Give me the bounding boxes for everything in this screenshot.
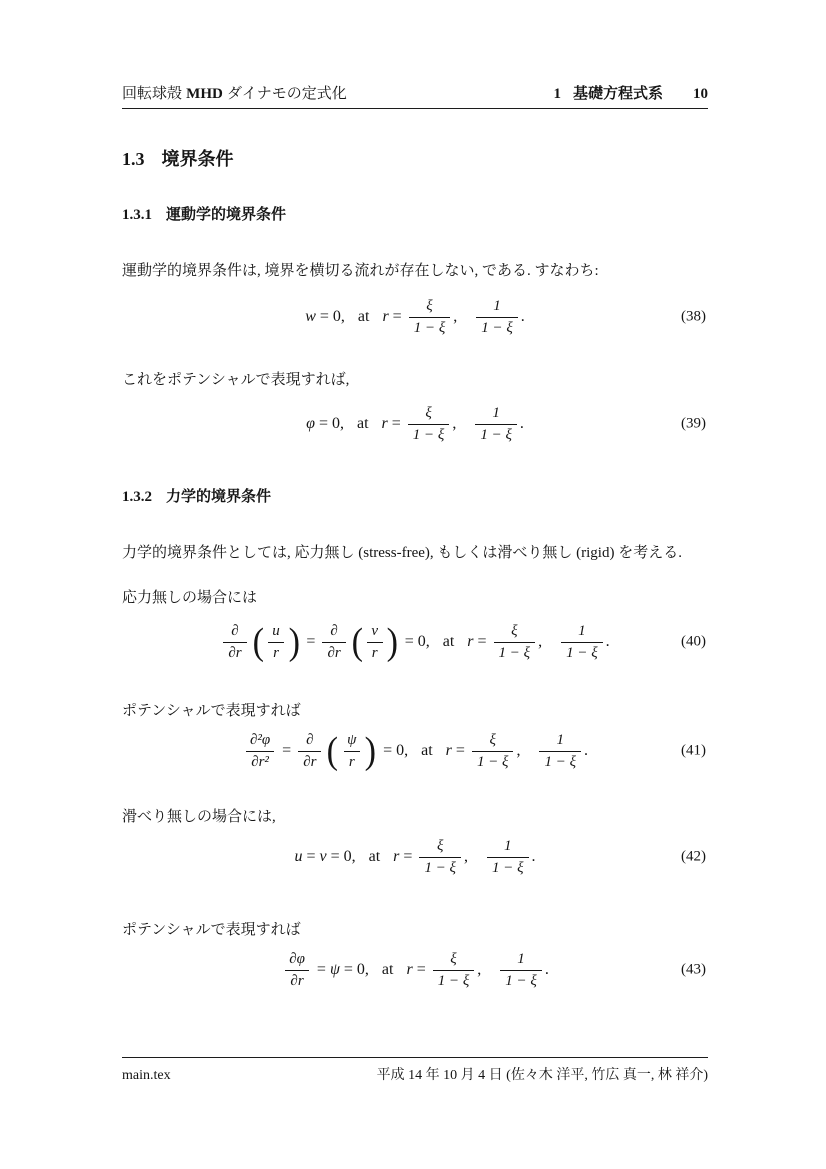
subsection-number: 1.3.2	[122, 489, 152, 505]
paragraph-potential-40: ポテンシャルで表現すれば	[122, 703, 301, 719]
equation-40	[122, 616, 708, 668]
header-title-suffix: ダイナモの定式化	[222, 85, 347, 102]
equation-42-body: u = v = 0, at r = $\frac{\xi}{1 - \xi}$ , $\frac{1}{1 - \xi}$ .	[294, 838, 536, 876]
page-number: 10	[693, 86, 708, 102]
header-title-acronym: MHD	[186, 86, 223, 102]
paragraph-potential-42: ポテンシャルで表現すれば	[122, 922, 301, 938]
paragraph-rigid-case: 滑べり無しの場合には,	[122, 809, 276, 825]
subsection-number: 1.3.1	[122, 207, 152, 223]
section-title: 境界条件	[161, 149, 234, 169]
equation-43-number: (43)	[681, 961, 706, 978]
equation-40-body: $\frac{\partial}{\partial r}$ ( $\frac{u}{r}$ ) = $\frac{\partial}{\partial r}$ ( $\frac{v}{r}$ ) = 0, at r = $\frac{\xi}{1 - \xi}$ , $\frac{1}{1 - \xi}$ .	[220, 623, 609, 661]
footer-date-authors: 平成 14 年 10 月 4 日 (佐々木 洋平, 竹広 真一, 林 祥介)	[376, 1068, 708, 1083]
equation-39-body: φ = 0, at r = $\frac{\xi}{1 - \xi}$ , $\frac{1}{1 - \xi}$ .	[306, 405, 524, 443]
subsection-title: 力学的境界条件	[166, 488, 272, 505]
page-footer	[122, 1057, 708, 1084]
equation-39-number: (39)	[681, 415, 706, 432]
paragraph-dynamic-intro: 力学的境界条件としては, 応力無し (stress-free), もしくは滑べり無し (rigid) を考える.	[122, 545, 682, 561]
header-section-number: 1	[553, 86, 561, 102]
equation-42	[122, 831, 708, 883]
equation-43	[122, 944, 708, 996]
section-number: 1.3	[122, 149, 145, 169]
equation-43-body: $\frac{\partial\varphi}{\partial r}$ = ψ = 0, at r = $\frac{\xi}{1 - \xi}$ , $\frac{1}{1 - \xi}$ .	[281, 951, 549, 989]
header-title	[122, 85, 347, 103]
equation-42-number: (42)	[681, 848, 706, 865]
header-section-title: 基礎方程式系	[572, 85, 663, 102]
running-header	[122, 85, 708, 109]
equation-38-body: w = 0, at r = $\frac{\xi}{1 - \xi}$ , $\frac{1}{1 - \xi}$ .	[305, 298, 525, 336]
subsection-title: 運動学的境界条件	[166, 206, 287, 223]
equation-40-number: (40)	[681, 633, 706, 650]
equation-41-number: (41)	[681, 742, 706, 759]
section-heading-1-3	[122, 147, 708, 171]
equation-41	[122, 725, 708, 777]
equation-38-number: (38)	[681, 308, 706, 325]
paragraph-potential-38: これをポテンシャルで表現すれば,	[122, 372, 350, 388]
subsection-heading-1-3-1	[122, 205, 708, 225]
paragraph-kinematic-intro: 運動学的境界条件は, 境界を横切る流れが存在しない, である. すなわち:	[122, 263, 599, 279]
paragraph-stress-free-case: 応力無しの場合には	[122, 590, 258, 606]
header-title-prefix: 回転球殻	[122, 85, 187, 102]
equation-41-body: $\frac{\text{∂²φ}}{\text{∂r²}}$ = $\frac{\partial}{\partial r}$ ( $\frac{\psi}{r}$ ) = 0, at r = $\frac{\xi}{1 - \xi}$ , $\frac{1}{1 - \xi}$ .	[242, 732, 588, 770]
subsection-heading-1-3-2	[122, 487, 708, 507]
equation-39	[122, 398, 708, 450]
footer-filename: main.tex	[122, 1068, 171, 1083]
equation-38	[122, 291, 708, 343]
header-section-ref	[553, 85, 708, 103]
